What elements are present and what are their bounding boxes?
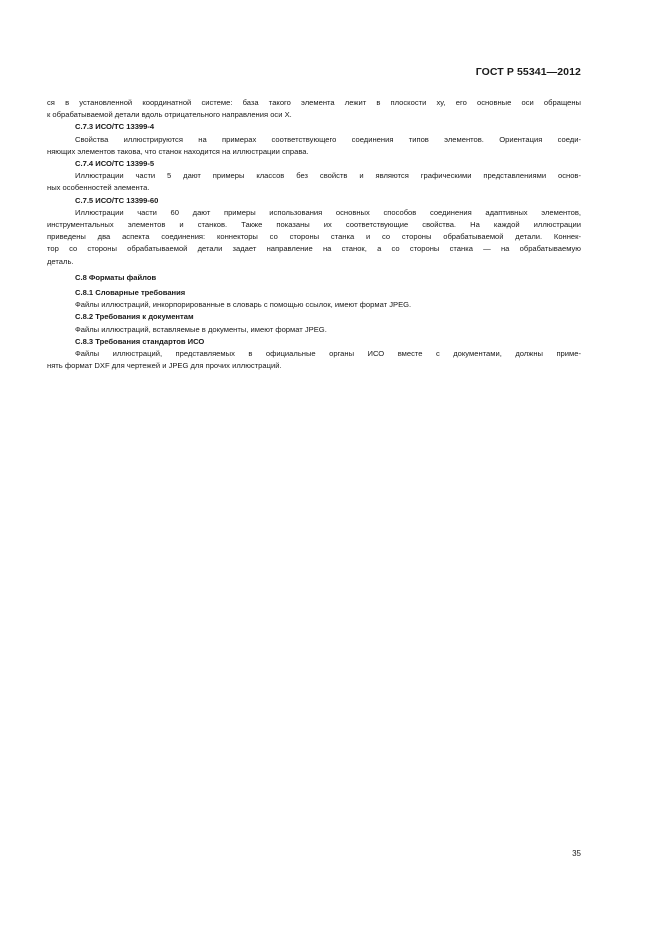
text-line: ся в установленной координатной системе: база такого элемента лежит в плоскости xy, его основные оси обращены bbox=[47, 98, 581, 107]
text-line: Файлы иллюстраций, инкорпорированные в словарь с помощью ссылок, имеют формат JPEG. bbox=[75, 300, 412, 310]
section-c-8-3 bbox=[47, 336, 581, 373]
text-line: к обрабатываемой детали вдоль отрицательного направления оси X. bbox=[47, 110, 292, 120]
text-line: тор со стороны обрабатываемой детали задает направление на станок, а со стороны станка — на обрабатываемую bbox=[47, 244, 581, 254]
text-line: Иллюстрации части 5 дают примеры классов без свойств и являются графическими представлениями основ- bbox=[75, 171, 581, 181]
text-line: нять формат DXF для чертежей и JPEG для прочих иллюстраций. bbox=[47, 361, 282, 371]
section-heading: С.7.3 ИСО/ТС 13399-4 bbox=[75, 122, 155, 132]
paragraph-continuation bbox=[47, 97, 581, 121]
section-c-7-3 bbox=[47, 121, 581, 158]
section-heading: С.8.3 Требования стандартов ИСО bbox=[75, 336, 205, 346]
section-heading: С.8.1 Словарные требования bbox=[75, 288, 186, 298]
text-line: Файлы иллюстраций, вставляемые в документы, имеют формат JPEG. bbox=[75, 324, 327, 334]
text-line: Иллюстрации части 60 дают примеры использования основных способов соединения адаптивных элементов, bbox=[75, 207, 581, 217]
text-line: деталь. bbox=[47, 256, 74, 266]
text-line: инструментальных элементов и станков. Также показаны их соответствующие свойства. На каждой иллюстрации bbox=[47, 220, 581, 230]
text-line: Файлы иллюстраций, представляемых в официальные органы ИСО вместе с документами, должны приме- bbox=[75, 349, 581, 359]
section-heading: С.7.4 ИСО/ТС 13399-5 bbox=[75, 159, 155, 169]
page-number: 35 bbox=[572, 849, 581, 858]
section-heading: С.8 Форматы файлов bbox=[75, 272, 157, 282]
text-line: няющих элементов такова, что станок находится на иллюстрации справа. bbox=[47, 146, 309, 156]
page-body bbox=[47, 97, 581, 372]
section-c-8-2 bbox=[47, 311, 581, 335]
document-header: ГОСТ Р 55341—2012 bbox=[475, 66, 581, 78]
section-heading: С.7.5 ИСО/ТС 13399-60 bbox=[75, 195, 159, 205]
section-c-8 bbox=[47, 272, 581, 284]
section-heading: С.8.2 Требования к документам bbox=[75, 312, 194, 322]
text-line: Свойства иллюстрируются на примерах соответствующего соединения типов элементов. Ориентация соеди- bbox=[75, 134, 581, 144]
section-c-8-1 bbox=[47, 287, 581, 311]
section-c-7-5 bbox=[47, 195, 581, 268]
text-line: ных особенностей элемента. bbox=[47, 183, 150, 193]
section-c-7-4 bbox=[47, 158, 581, 195]
text-line: приведены два аспекта соединения: коннекторы со стороны станка и со стороны обрабатываемой детали. Коннек- bbox=[47, 232, 581, 242]
